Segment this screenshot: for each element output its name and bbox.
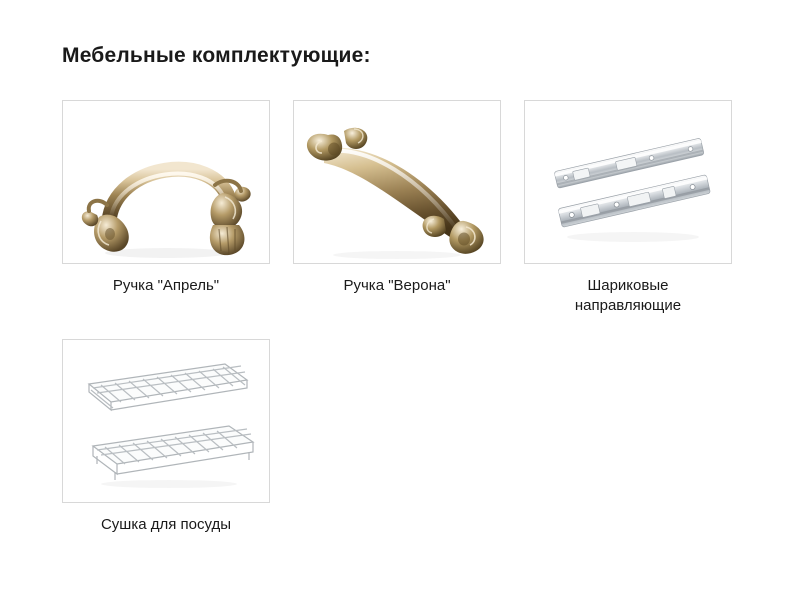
item-caption: Ручка "Верона"	[343, 277, 451, 294]
dish-drying-rack-photo	[63, 340, 269, 502]
ball-bearing-slides-photo	[525, 101, 731, 263]
handle-verona-photo	[294, 101, 500, 263]
thumbnail-frame	[524, 100, 732, 264]
thumbnail-frame	[293, 100, 501, 264]
items-grid	[62, 100, 762, 535]
item-card-ball-bearing-slides[interactable]	[524, 100, 732, 317]
item-caption: Шариковые направляющие	[574, 277, 682, 315]
page-title: Мебельные комплектующие:	[62, 44, 371, 67]
thumbnail-frame	[62, 339, 270, 503]
items-row-bottom	[62, 339, 762, 535]
item-card-handle-verona[interactable]	[293, 100, 501, 296]
thumbnail-frame	[62, 100, 270, 264]
item-card-dish-rack[interactable]	[62, 339, 270, 535]
handle-aprel-photo	[63, 101, 269, 263]
item-caption: Сушка для посуды	[100, 515, 232, 533]
item-card-handle-aprel[interactable]	[62, 100, 270, 296]
item-caption: Ручка "Апрель"	[112, 277, 220, 294]
items-row-top	[62, 100, 762, 317]
